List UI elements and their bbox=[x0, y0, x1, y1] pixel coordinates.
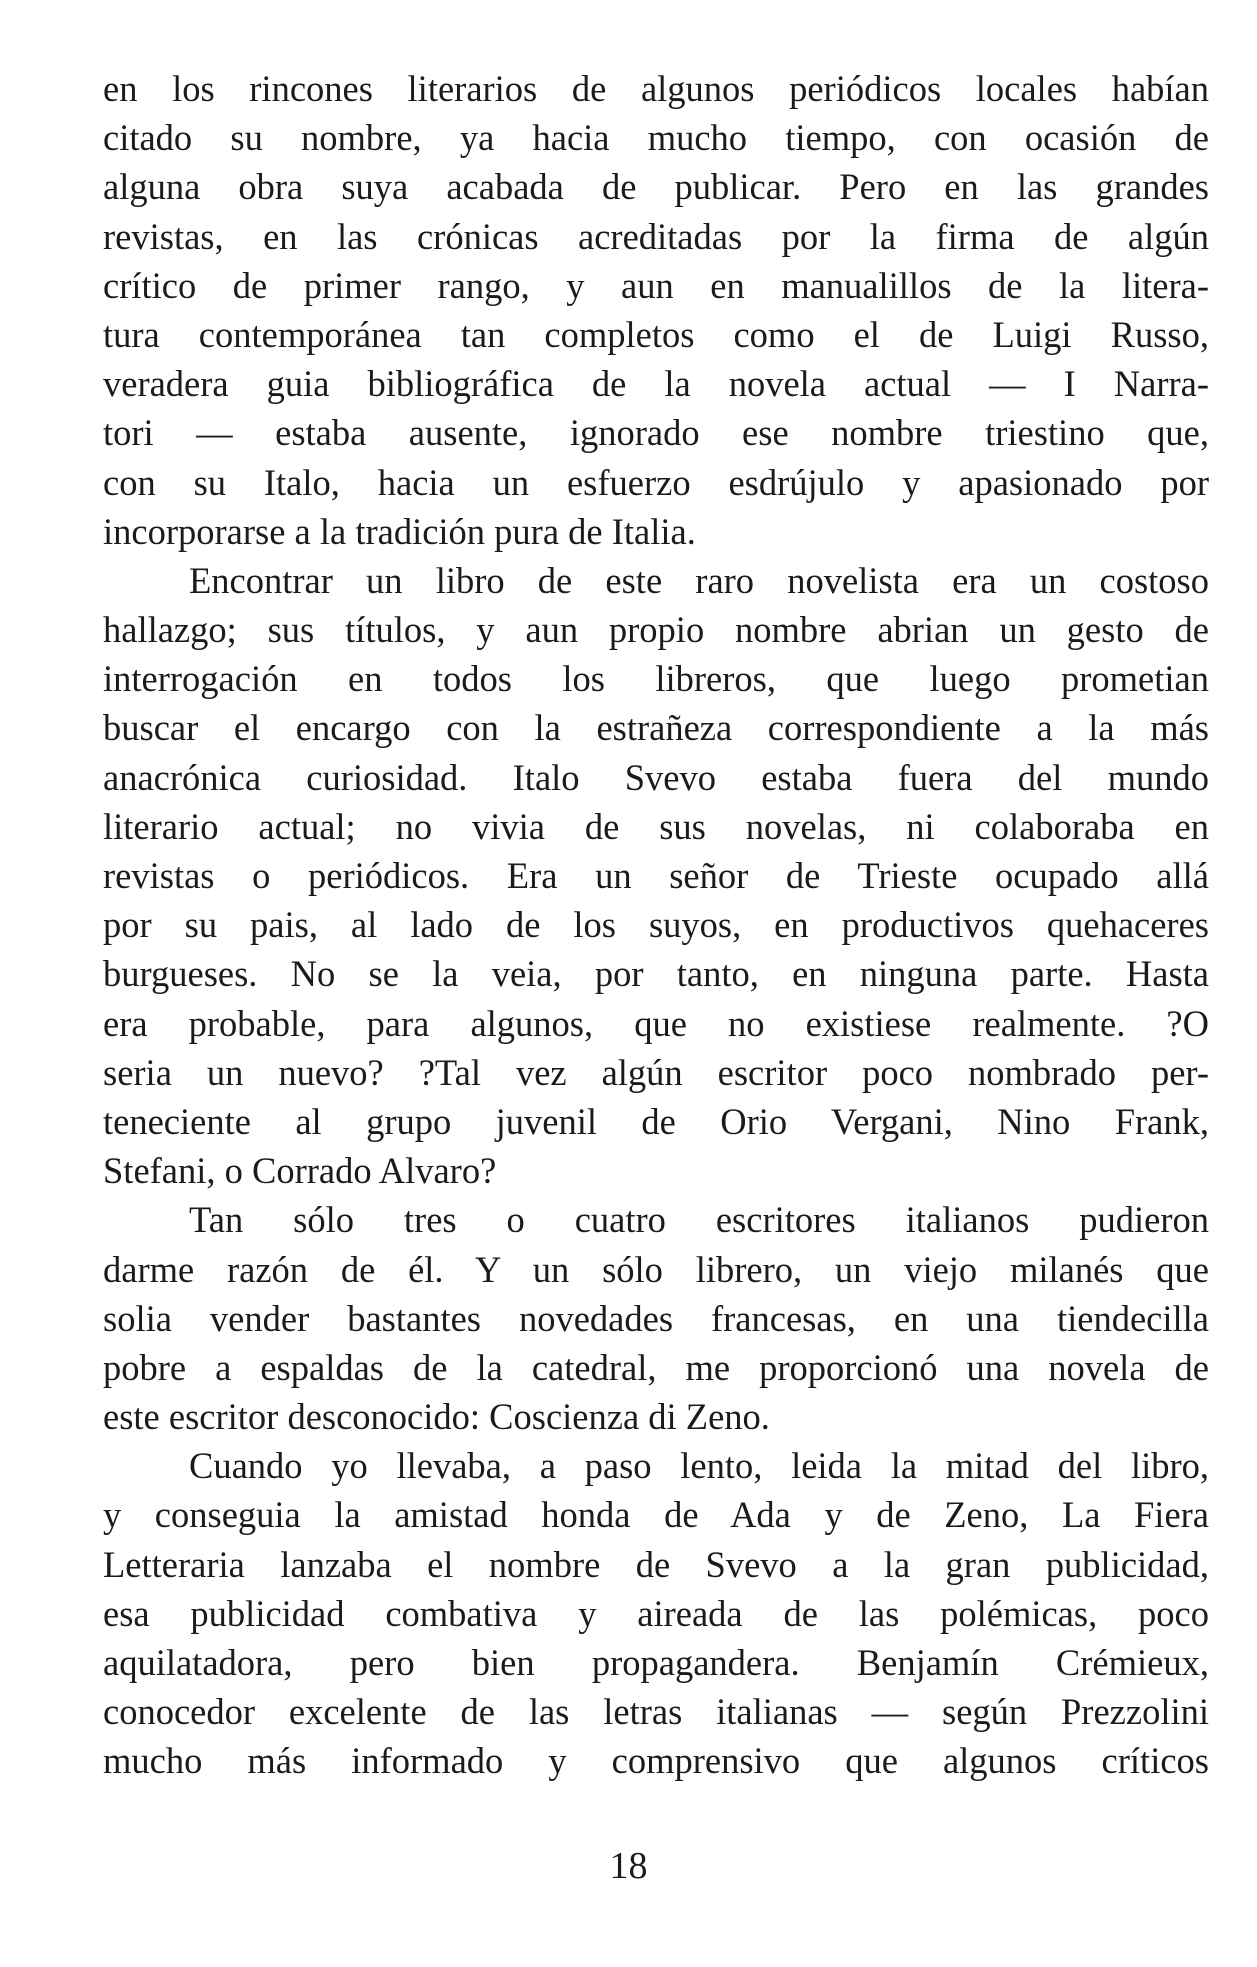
text-line: era probable, para algunos, que no existiese realmente. ?O bbox=[103, 1002, 1209, 1044]
page-number: 18 bbox=[609, 1845, 648, 1887]
text-line: esa publicidad combativa y aireada de las polémicas, poco bbox=[103, 1592, 1209, 1634]
text-line: darme razón de él. Y un sólo librero, un viejo milanés que bbox=[103, 1248, 1209, 1290]
text-line: con su Italo, hacia un esfuerzo esdrújulo y apasionado por bbox=[103, 461, 1209, 503]
text-line: incorporarse a la tradición pura de Italia. bbox=[103, 510, 696, 552]
text-line: aquilatadora, pero bien propagandera. Benjamín Crémieux, bbox=[103, 1642, 1209, 1683]
paragraph-start-line: Cuando yo llevaba, a paso lento, leida la mitad del libro, bbox=[189, 1445, 1209, 1487]
text-line: pobre a espaldas de la catedral, me proporcionó una novela de bbox=[103, 1346, 1209, 1388]
text-line: revistas, en las crónicas acreditadas por la firma de algún bbox=[103, 215, 1209, 257]
text-line: Stefani, o Corrado Alvaro? bbox=[103, 1150, 497, 1192]
text-line: alguna obra suya acabada de publicar. Pero en las grandes bbox=[103, 166, 1209, 208]
text-line: conocedor excelente de las letras italianas — según Prezzolini bbox=[103, 1691, 1209, 1733]
text-line: por su pais, al lado de los suyos, en productivos quehaceres bbox=[103, 904, 1209, 946]
text-line: revistas o periódicos. Era un señor de Trieste ocupado allá bbox=[103, 855, 1209, 896]
text-line: buscar el encargo con la estrañeza correspondiente a la más bbox=[103, 707, 1209, 749]
text-line: veradera guia bibliográfica de la novela actual — I Narra- bbox=[103, 363, 1209, 405]
text-line: burgueses. No se la veia, por tanto, en ninguna parte. Hasta bbox=[103, 953, 1209, 995]
text-line: mucho más informado y comprensivo que algunos críticos bbox=[103, 1740, 1209, 1782]
text-line: Letteraria lanzaba el nombre de Svevo a la gran publicidad, bbox=[103, 1543, 1209, 1585]
text-line: citado su nombre, ya hacia mucho tiempo, con ocasión de bbox=[103, 117, 1209, 159]
text-line: solia vender bastantes novedades francesas, en una tiendecilla bbox=[103, 1297, 1209, 1339]
text-line: hallazgo; sus títulos, y aun propio nombre abrian un gesto de bbox=[103, 609, 1209, 651]
body-text bbox=[103, 64, 1209, 1786]
text-line: tori — estaba ausente, ignorado ese nombre triestino que, bbox=[103, 412, 1209, 454]
text-line: seria un nuevo? ?Tal vez algún escritor poco nombrado per- bbox=[103, 1051, 1209, 1093]
text-line: este escritor desconocido: Coscienza di Zeno. bbox=[103, 1396, 770, 1438]
text-line: tura contemporánea tan completos como el de Luigi Russo, bbox=[103, 313, 1209, 355]
text-line: anacrónica curiosidad. Italo Svevo estaba fuera del mundo bbox=[103, 756, 1209, 798]
text-line: teneciente al grupo juvenil de Orio Vergani, Nino Frank, bbox=[103, 1100, 1209, 1142]
text-line: crítico de primer rango, y aun en manualillos de la litera- bbox=[103, 264, 1209, 306]
paragraph-start-line: Tan sólo tres o cuatro escritores italianos pudieron bbox=[189, 1199, 1209, 1241]
text-line: interrogación en todos los libreros, que luego prometian bbox=[103, 658, 1209, 700]
paragraph-start-line: Encontrar un libro de este raro novelista era un costoso bbox=[189, 559, 1209, 601]
text-line: literario actual; no vivia de sus novelas, ni colaboraba en bbox=[103, 805, 1209, 847]
text-line: en los rincones literarios de algunos periódicos locales habían bbox=[103, 68, 1209, 109]
text-line: y conseguia la amistad honda de Ada y de Zeno, La Fiera bbox=[103, 1494, 1209, 1536]
